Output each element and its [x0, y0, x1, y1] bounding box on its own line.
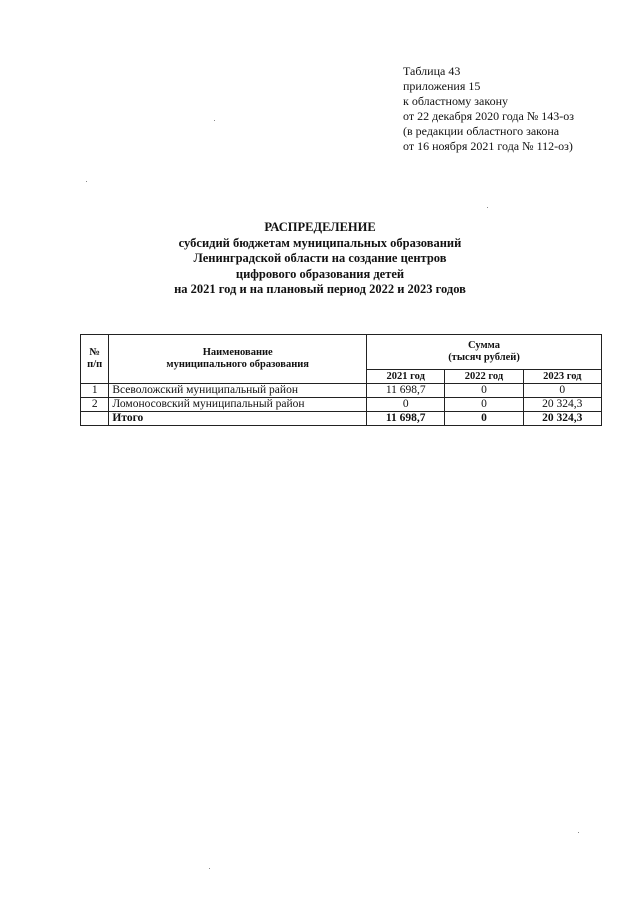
table-header-row — [81, 335, 602, 370]
total-2023: 20 324,3 — [523, 412, 601, 426]
appendix-line: к областному закону — [403, 94, 509, 108]
scan-speck — [578, 832, 579, 833]
scan-speck — [214, 120, 215, 121]
appendix-line: от 16 ноября 2021 года № 112-оз) — [403, 139, 573, 153]
row-number: 1 — [81, 384, 109, 398]
scan-speck — [487, 207, 488, 208]
column-header-sum: Сумма (тысяч рублей) — [367, 335, 602, 370]
total-2021: 11 698,7 — [367, 412, 445, 426]
appendix-line: от 22 декабря 2020 года № 143-оз — [403, 109, 575, 123]
column-header-2022: 2022 год — [445, 370, 523, 384]
appendix-line: Таблица 43 — [403, 64, 461, 78]
title-line: на 2021 год и на плановый период 2022 и 2023 годов — [174, 282, 466, 296]
total-2022: 0 — [445, 412, 523, 426]
table-row — [81, 398, 602, 412]
amount-2022: 0 — [445, 384, 523, 398]
title-line: цифрового образования детей — [235, 266, 405, 281]
title-line: Ленинградской области на создание центров — [193, 251, 447, 265]
amount-2023: 20 324,3 — [523, 398, 601, 412]
appendix-reference — [403, 64, 623, 154]
title-line: субсидий бюджетам муниципальных образований — [178, 235, 462, 250]
amount-2021: 0 — [367, 398, 445, 412]
total-row — [81, 412, 602, 426]
column-header-name: Наименование муниципального образования — [109, 335, 367, 384]
total-label: Итого — [109, 412, 367, 426]
distribution-table — [80, 334, 602, 426]
row-number: 2 — [81, 398, 109, 412]
column-header-2023: 2023 год — [523, 370, 601, 384]
scan-speck — [86, 181, 87, 182]
appendix-line: (в редакции областного закона — [403, 124, 560, 138]
title-line: РАСПРЕДЕЛЕНИЕ — [264, 220, 376, 234]
appendix-line: приложения 15 — [403, 79, 481, 93]
column-header-2021: 2021 год — [367, 370, 445, 384]
table-row — [81, 384, 602, 398]
amount-2022: 0 — [445, 398, 523, 412]
amount-2023: 0 — [523, 384, 601, 398]
column-header-number: № п/п — [81, 335, 109, 384]
municipality-name: Ломоносовский муниципальный район — [109, 398, 367, 412]
municipality-name: Всеволожский муниципальный район — [109, 384, 367, 398]
total-number-cell — [81, 412, 109, 426]
document-title — [0, 220, 640, 298]
scan-speck — [209, 868, 210, 869]
amount-2021: 11 698,7 — [367, 384, 445, 398]
